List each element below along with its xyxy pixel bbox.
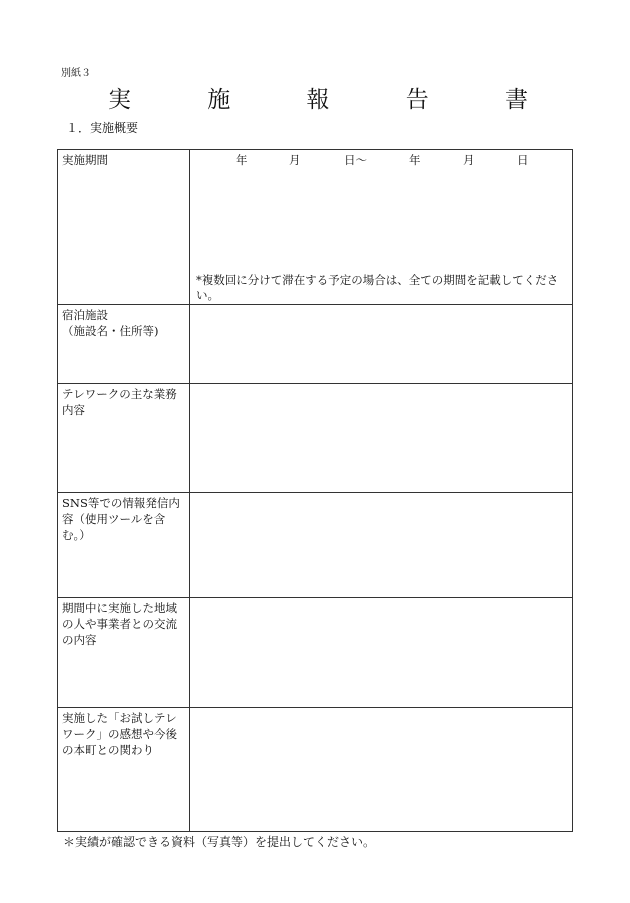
date-part-year-end: 年 — [409, 153, 421, 167]
period-label: 実施期間 — [58, 150, 190, 305]
attachment-label: 別紙３ — [61, 68, 91, 79]
lodging-value[interactable] — [190, 305, 573, 384]
sns-label: SNS等での情報発信内容（使用ツールを含む。） — [58, 493, 190, 598]
date-part-day-start: 日～ — [344, 153, 367, 167]
section-heading: １．実施概要 — [66, 121, 139, 135]
title-char: 書 — [505, 87, 528, 113]
document-title — [108, 86, 528, 114]
table-row-sns — [58, 493, 573, 598]
table-row-telework — [58, 384, 573, 493]
date-part-month-start: 月 — [289, 153, 301, 167]
sns-value[interactable] — [190, 493, 573, 598]
telework-label: テレワークの主な業務内容 — [58, 384, 190, 493]
exchange-label: 期間中に実施した地域の人や事業者との交流の内容 — [58, 598, 190, 708]
date-part-day-end: 日 — [517, 153, 529, 167]
title-char: 報 — [306, 87, 330, 113]
table-row-exchange — [58, 598, 573, 708]
date-part-year-start: 年 — [236, 153, 248, 167]
title-char: 施 — [207, 87, 231, 113]
impression-value[interactable] — [190, 708, 573, 832]
table-row-impression — [58, 708, 573, 832]
period-value-cell[interactable] — [190, 150, 573, 305]
period-note: *複数回に分けて滞在する予定の場合は、全ての期間を記載してください。 — [196, 273, 559, 302]
title-char: 実 — [108, 87, 131, 113]
table-row-lodging — [58, 305, 573, 384]
footnote: ＊実績が確認できる資料（写真等）を提出してください。 — [63, 835, 376, 849]
telework-value[interactable] — [190, 384, 573, 493]
exchange-value[interactable] — [190, 598, 573, 708]
lodging-label: 宿泊施設 （施設名・住所等) — [58, 305, 190, 384]
table-row-period — [58, 150, 573, 305]
date-part-month-end: 月 — [463, 153, 475, 167]
title-char: 告 — [405, 87, 429, 113]
report-table — [57, 149, 573, 832]
impression-label: 実施した「お試しテレワーク」の感想や今後の本町との関わり — [58, 708, 190, 832]
